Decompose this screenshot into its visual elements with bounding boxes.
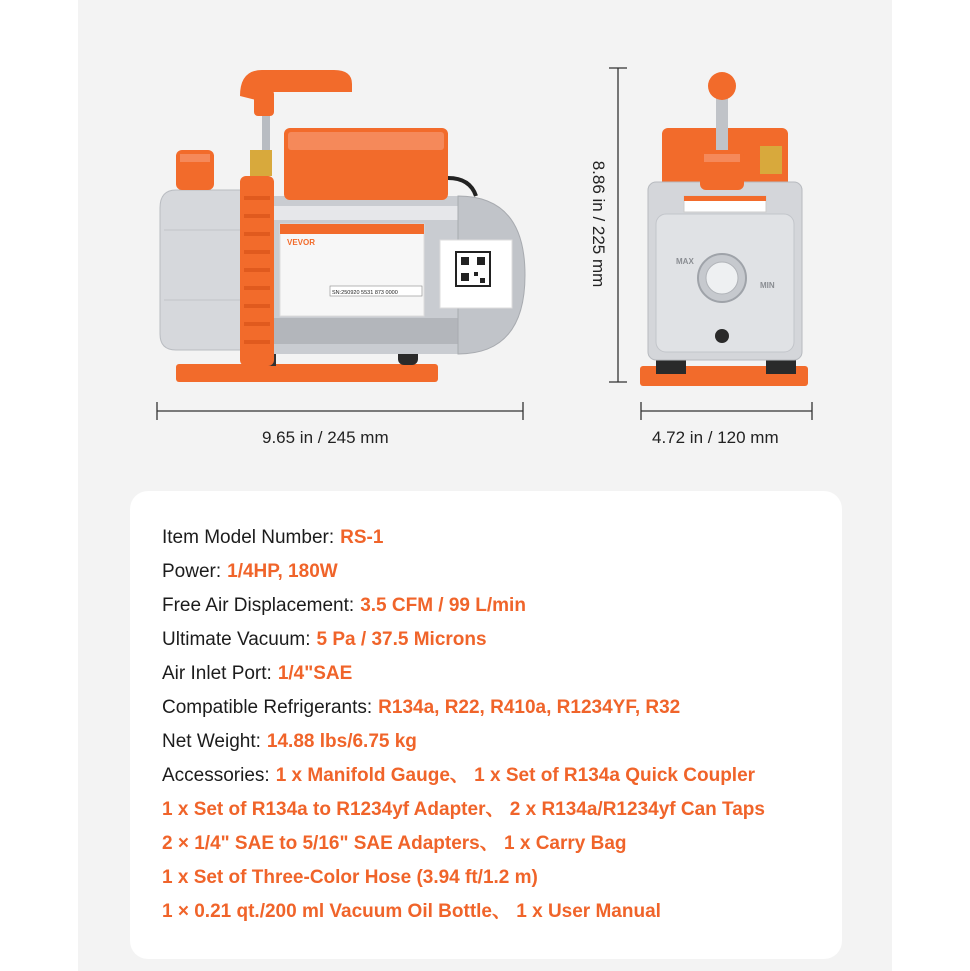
spec-displacement: [162, 594, 526, 618]
spec-label: Compatible Refrigerants:: [162, 697, 373, 718]
serial-text: SN:250920 5531 873 0000: [332, 290, 398, 296]
spec-inlet: [162, 662, 352, 686]
spec-value: 5 Pa / 37.5 Microns: [316, 629, 487, 650]
spec-value: 1 x Manifold Gauge、 1 x Set of R134a Quick Coupler: [275, 765, 756, 786]
brand-text: VEVOR: [287, 238, 316, 247]
spec-refrigerants: [162, 696, 680, 720]
product-illustration: [78, 0, 892, 470]
spec-value: 1/4HP, 180W: [227, 561, 338, 582]
spec-value: 3.5 CFM / 99 L/min: [360, 595, 526, 616]
spec-label: Net Weight:: [162, 731, 261, 752]
spec-accessories: [162, 764, 755, 788]
front-view-pump: [640, 72, 808, 386]
gauge-max-text: MAX: [676, 257, 694, 266]
spec-weight: [162, 730, 417, 754]
spec-label: Power:: [162, 561, 222, 582]
spec-value: RS-1: [340, 527, 384, 548]
spec-vacuum: [162, 628, 487, 652]
accessory-line: 1 x Set of R134a to R1234yf Adapter、 2 x R134a/R1234yf Can Taps: [162, 799, 765, 820]
spec-model: [162, 526, 383, 550]
gauge-min-text: MIN: [760, 281, 775, 290]
spec-value: 1/4"SAE: [277, 663, 353, 684]
spec-power: [162, 560, 338, 584]
spec-label: Item Model Number:: [162, 527, 335, 548]
height-label: 8.86 in / 225 mm: [589, 160, 608, 288]
spec-value: R134a, R22, R410a, R1234YF, R32: [378, 697, 681, 718]
accessory-line: 1 x Set of Three-Color Hose (3.94 ft/1.2 m): [162, 867, 538, 888]
spec-label: Ultimate Vacuum:: [162, 629, 311, 650]
width-side-label: 9.65 in / 245 mm: [262, 428, 389, 447]
spec-label: Free Air Displacement:: [162, 595, 355, 616]
side-view-pump: [160, 70, 525, 382]
spec-value: 14.88 lbs/6.75 kg: [266, 731, 417, 752]
spec-label: Accessories:: [162, 765, 270, 786]
spec-label: Air Inlet Port:: [162, 663, 272, 684]
accessory-line: 1 × 0.21 qt./200 ml Vacuum Oil Bottle、 1 x User Manual: [162, 901, 661, 922]
accessory-line: 2 × 1/4" SAE to 5/16" SAE Adapters、 1 x Carry Bag: [162, 833, 627, 854]
width-front-label: 4.72 in / 120 mm: [652, 428, 779, 447]
